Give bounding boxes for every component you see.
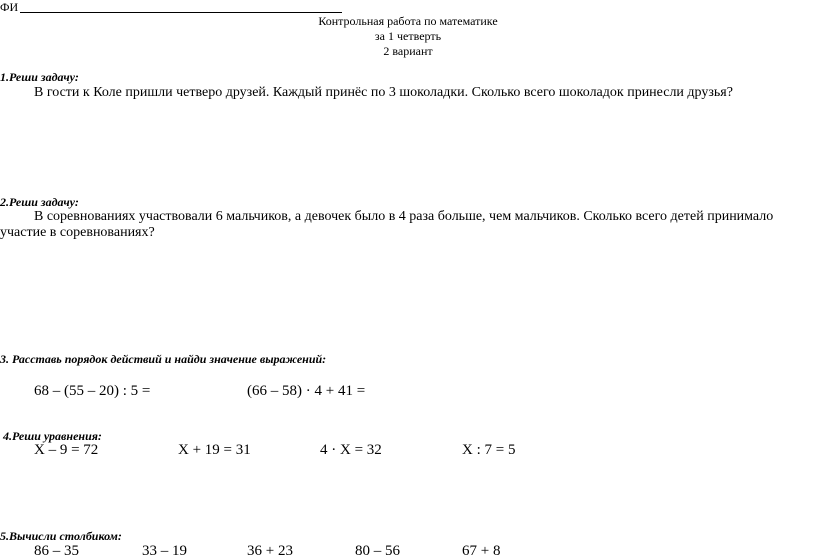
page-subtitle: за 1 четверть: [374, 29, 442, 43]
task1-text: В гости к Коле пришли четверо друзей. Каждый принёс по 3 шоколадки. Сколько всего шоколадок принесли друзья?: [34, 85, 733, 100]
column-item-5: 67 + 8: [462, 543, 501, 559]
column-item-2: 33 – 19: [142, 543, 187, 559]
task2-heading: 2.Реши задачу:: [0, 195, 79, 209]
column-item-4: 80 – 56: [355, 543, 400, 559]
task5-heading: 5.Вычисли столбиком:: [0, 529, 122, 543]
page-title: Контрольная работа по математике: [318, 14, 498, 28]
task1-heading: 1.Реши задачу:: [0, 70, 79, 84]
column-item-3: 36 + 23: [247, 543, 293, 559]
task2-text-line1: В соревнованиях участвовали 6 мальчиков, а девочек было в 4 раза больше, чем мальчиков. Сколько всего детей принимало: [34, 209, 774, 224]
expression-2: (66 – 58) · 4 + 41 =: [247, 383, 366, 399]
fi-label: ФИ: [0, 0, 19, 14]
task4-heading: 4.Реши уравнения:: [3, 429, 102, 443]
equation-1: Х – 9 = 72: [34, 442, 99, 458]
expression-1: 68 – (55 – 20) : 5 =: [34, 383, 151, 399]
equation-4: Х : 7 = 5: [462, 442, 516, 458]
task2-text-line2: участие в соревнованиях?: [0, 225, 155, 240]
variant-label: 2 вариант: [383, 44, 433, 58]
column-item-1: 86 – 35: [34, 543, 79, 559]
equation-3: 4 · Х = 32: [320, 442, 382, 458]
task3-heading: 3. Расставь порядок действий и найди значение выражений:: [0, 352, 327, 366]
equation-2: Х + 19 = 31: [178, 442, 251, 458]
fi-underline[interactable]: [20, 12, 342, 13]
